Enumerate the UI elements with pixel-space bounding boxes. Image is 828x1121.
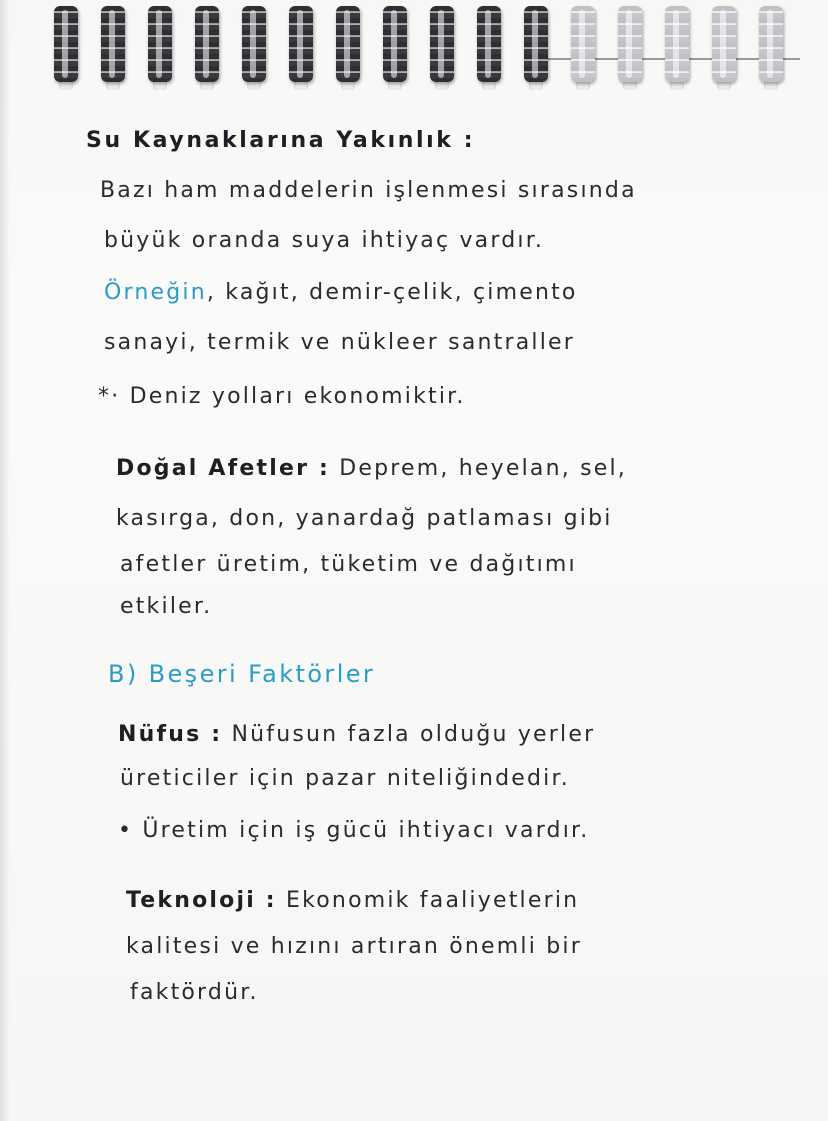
population-line	[118, 722, 595, 747]
spiral-ring	[332, 6, 366, 94]
natural-disasters-line	[116, 456, 627, 481]
spiral-ring	[567, 6, 601, 94]
text-line: büyük oranda suya ihtiyaç vardır.	[104, 228, 545, 253]
page-edge-shadow	[0, 0, 10, 1121]
text-line: kalitesi ve hızını artıran önemli bir	[126, 934, 582, 959]
text-line: Bazı ham maddelerin işlenmesi sırasında	[100, 178, 637, 203]
spiral-ring	[426, 6, 460, 94]
example-label: Örneğin	[104, 280, 207, 305]
spiral-ring	[520, 6, 554, 94]
spiral-ring	[97, 6, 131, 94]
heading-water-proximity: Su Kaynaklarına Yakınlık :	[86, 128, 476, 153]
heading-natural-disasters: Doğal Afetler :	[116, 456, 330, 481]
spiral-binding	[40, 0, 800, 110]
example-line	[104, 280, 578, 305]
spiral-ring	[473, 6, 507, 94]
spiral-ring	[755, 6, 789, 94]
spiral-ring	[661, 6, 695, 94]
technology-line	[126, 888, 579, 913]
note-line: *· Deniz yolları ekonomiktir.	[98, 384, 466, 409]
text-line: sanayi, termik ve nükleer santraller	[104, 330, 576, 355]
text-inline: Nüfusun fazla olduğu yerler	[231, 722, 596, 747]
example-text: , kağıt, demir-çelik, çimento	[206, 280, 578, 305]
text-inline: Deprem, heyelan, sel,	[339, 456, 628, 481]
spiral-ring	[144, 6, 178, 94]
heading-population: Nüfus :	[118, 722, 223, 747]
text-line: etkiler.	[120, 594, 213, 619]
text-line: üreticiler için pazar niteliğindedir.	[120, 766, 570, 791]
spiral-ring	[614, 6, 648, 94]
text-line: afetler üretim, tüketim ve dağıtımı	[120, 552, 577, 577]
spiral-ring	[285, 6, 319, 94]
section-title-human-factors: B) Beşeri Faktörler	[108, 660, 376, 688]
spiral-ring	[708, 6, 742, 94]
heading-technology: Teknoloji :	[126, 888, 277, 913]
text-inline: Ekonomik faaliyetlerin	[286, 888, 580, 913]
spiral-ring	[191, 6, 225, 94]
bullet-line: • Üretim için iş gücü ihtiyacı vardır.	[118, 818, 590, 843]
spiral-ring	[50, 6, 84, 94]
text-line: kasırga, don, yanardağ patlaması gibi	[116, 506, 613, 531]
spiral-ring	[379, 6, 413, 94]
spiral-ring	[238, 6, 272, 94]
text-line: faktördür.	[130, 980, 259, 1005]
